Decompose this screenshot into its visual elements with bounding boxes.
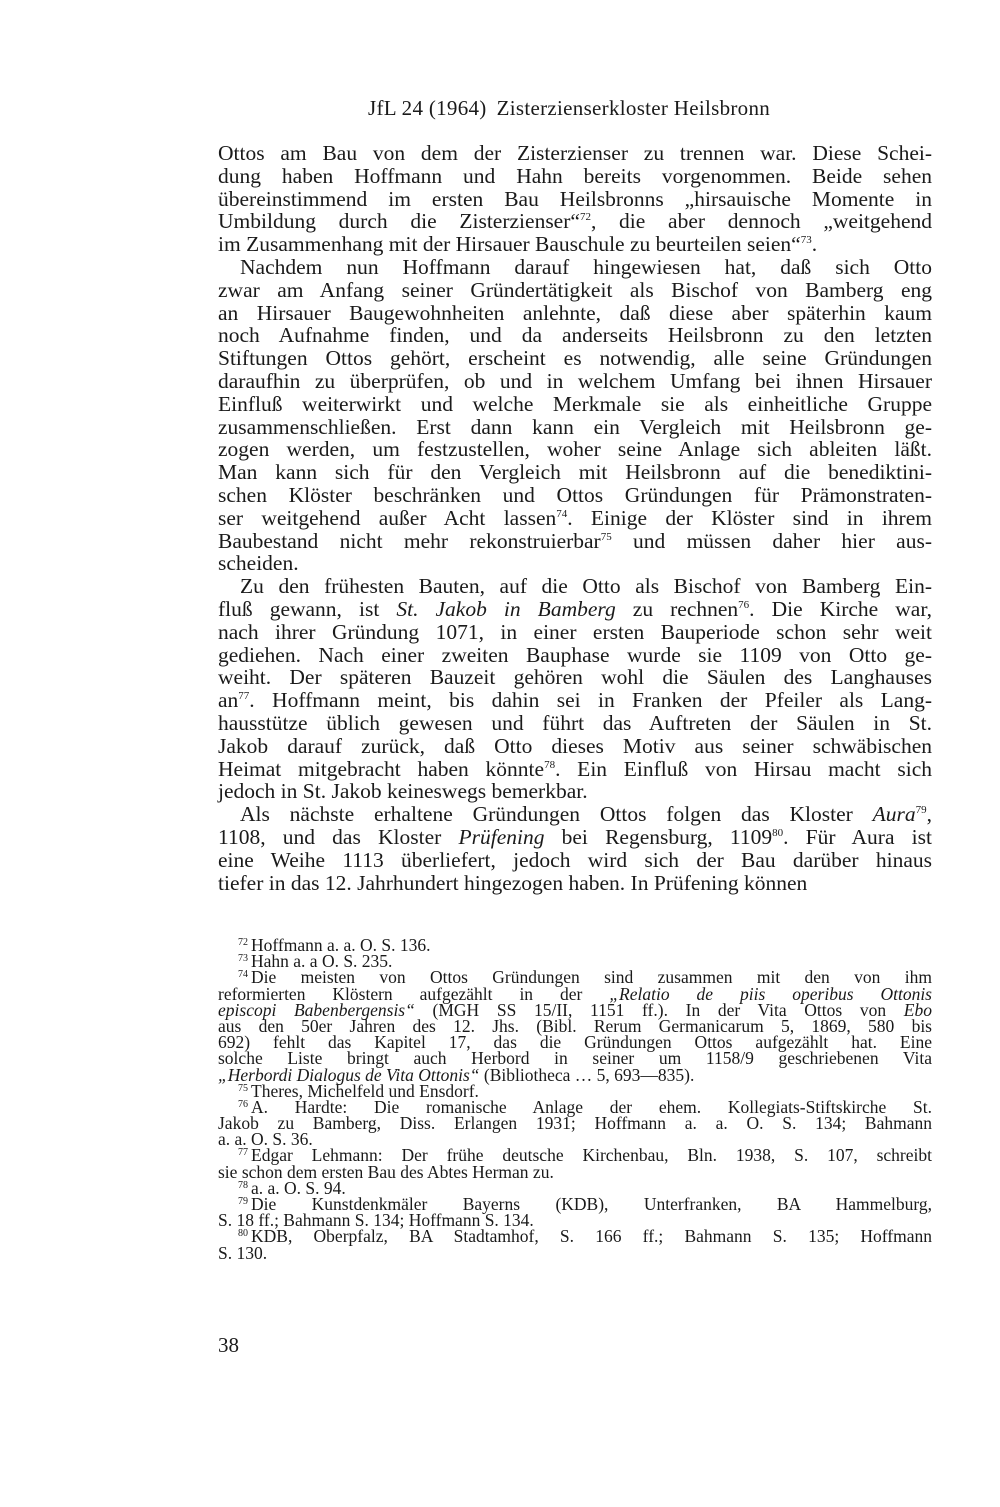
text-run: . Ein Einfluß von Hirsau macht sich: [555, 756, 932, 781]
text-run: übereinstimmend im ersten Bau Heilsbronns „hirsauische Momente in: [218, 186, 932, 211]
italic-text: episcopi Babenbergensis“: [218, 999, 415, 1020]
text-line: [218, 712, 932, 735]
text-run: zusammenschließen. Erst dann kann ein Vergleich mit Heilsbronn ge-: [218, 414, 932, 439]
footnote-number: 73: [238, 953, 248, 965]
text-run: eine Weihe 1113 überliefert, jedoch wird sich der Bau darüber hinaus: [218, 847, 932, 872]
text-line: [218, 849, 932, 872]
footnote-ref: 75: [600, 530, 612, 543]
journal-reference: JfL 24 (1964): [368, 96, 487, 120]
footnote-ref: 79: [915, 804, 927, 817]
text-line: [218, 552, 932, 575]
running-head: [368, 96, 788, 121]
paragraph: [218, 256, 932, 575]
text-run: (Bibliotheca … 5, 693—835).: [479, 1064, 695, 1085]
text-run: Theres, Michelfeld und Ensdorf.: [251, 1080, 479, 1101]
footnote-ref: 77: [238, 690, 250, 703]
text-line: [218, 484, 932, 507]
text-line: [218, 461, 932, 484]
footnote-ref: 80: [772, 826, 784, 839]
footnote: [218, 1145, 932, 1182]
footnote-number: 80: [238, 1228, 248, 1240]
text-run: Jakob zu Bamberg, Diss. Erlangen 1931; Hoffmann a. a. O. S. 134; Bahmann: [218, 1113, 932, 1134]
text-run: Jakob darauf zurück, daß Otto dieses Motiv aus seiner schwäbischen: [218, 733, 932, 758]
text-run: ser weitgehend außer Acht lassen: [218, 505, 557, 530]
main-text: [218, 142, 932, 894]
text-line: [218, 666, 932, 689]
text-run: weiht. Der späteren Bauzeit gehören wohl die Säulen des Langhauses: [218, 665, 932, 690]
footnote: [218, 1194, 932, 1231]
text-run: gediehen. Nach einer zweiten Bauphase wurde sie 1109 von Otto ge-: [218, 642, 932, 667]
text-run: KDB, Oberpfalz, BA Stadtamhof, S. 166 ff.; Bahmann S. 135; Hoffmann: [251, 1226, 932, 1247]
page-number: 38: [218, 1333, 239, 1357]
footnote-ref: 76: [738, 598, 750, 611]
text-run: an Hirsauer Baugewohnheiten anlehnte, daß diese aber späterhin kaum: [218, 300, 932, 325]
paragraph: [218, 575, 932, 803]
footnote-ref: 72: [579, 211, 591, 224]
footnote-line: [218, 1242, 932, 1263]
text-run: Baubestand nicht mehr rekonstruierbar: [218, 528, 601, 553]
footnote-number: 74: [238, 969, 248, 981]
text-run: Umbildung durch die Zisterzienser“: [218, 209, 580, 234]
italic-text: „Herbordi Dialogus de Vita Ottonis“: [218, 1064, 480, 1085]
footnote: [218, 1226, 932, 1263]
text-run: Einfluß weiterwirkt und welche Merkmale sie als einheitliche Gruppe: [218, 391, 932, 416]
italic-text: Aura: [872, 802, 916, 827]
italic-text: „Relatio de piis operibus Ottonis: [609, 983, 932, 1004]
text-line: [218, 872, 932, 895]
text-line: [218, 689, 932, 712]
text-line: [218, 188, 932, 211]
text-line: [218, 780, 932, 803]
text-run: im Zusammenhang mit der Hirsauer Bauschule zu beurteilen seien“: [218, 232, 801, 257]
text-run: S. 18 ff.; Bahmann S. 134; Hoffmann S. 134.: [218, 1210, 534, 1231]
footnote-number: 79: [238, 1196, 248, 1207]
text-line: [218, 507, 932, 530]
text-line: [218, 165, 932, 188]
paragraph: [218, 803, 932, 894]
text-line: [218, 644, 932, 667]
footnote-ref: 73: [800, 234, 812, 247]
text-line: [218, 256, 932, 279]
text-run: Die Kunstdenkmäler Bayerns (KDB), Unterfranken, BA Hammelburg,: [251, 1194, 932, 1214]
text-run: Stiftungen Ottos gehört, erscheint es notwendig, alle seine Gründungen: [218, 346, 932, 371]
text-line: [218, 142, 932, 165]
text-run: zogen werden, um festzustellen, woher seine Anlage sich ableiten läßt.: [218, 437, 932, 462]
footnote-ref: 78: [544, 758, 556, 771]
text-run: Nachdem nun Hoffmann darauf hingewiesen hat, daß sich Otto: [240, 254, 932, 279]
text-run: Zu den frühesten Bauten, auf die Otto als Bischof von Bamberg Ein-: [240, 574, 932, 599]
text-run: zwar am Anfang seiner Gründertätigkeit als Bischof von Bamberg eng: [218, 277, 932, 302]
text-run: A. Hardte: Die romanische Anlage der ehem. Kollegiats-Stiftskirche St.: [251, 1096, 932, 1117]
text-run: aus den 50er Jahren des 12. Jhs. (Bibl. Rerum Germanicarum 5, 1869, 580 bis: [218, 1015, 932, 1036]
text-line: [218, 803, 932, 826]
footnote-line: [218, 1113, 932, 1134]
footnote-ref: 74: [556, 507, 568, 520]
italic-text: St. Jakob in Bamberg: [396, 596, 616, 621]
text-line: [218, 530, 932, 553]
text-run: Ottos am Bau von dem der Zisterzienser zu trennen war. Diese Schei-: [218, 141, 932, 165]
text-line: [218, 279, 932, 302]
text-line: [218, 370, 932, 393]
text-line: [218, 826, 932, 849]
footnote-number: 75: [238, 1082, 248, 1094]
text-line: [218, 598, 932, 621]
text-run: bei Regensburg, 1109: [544, 824, 773, 849]
footnote-line: [218, 1226, 932, 1247]
text-run: . Die Kirche war,: [749, 596, 932, 621]
text-run: . Hoffmann meint, bis dahin sei in Franken der Pfeiler als Lang-: [249, 688, 932, 713]
text-run: zu rechnen: [615, 596, 739, 621]
text-run: Man kann sich für den Vergleich mit Heilsbronn auf die benediktini-: [218, 460, 932, 485]
text-run: (MGH SS 15/II, 1151 ff.). In der Vita Ottos von: [414, 999, 904, 1020]
text-line: [218, 621, 932, 644]
footnote-number: 76: [238, 1098, 248, 1110]
text-run: Die meisten von Ottos Gründungen sind zusammen mit den von ihm: [251, 967, 932, 988]
text-run: . Einige der Klöster sind in ihrem: [567, 505, 932, 530]
text-run: Als nächste erhaltene Gründungen Ottos folgen das Kloster: [240, 802, 873, 827]
footnote-number: 78: [238, 1179, 248, 1191]
text-run: reformierten Klöstern aufgezählt in der: [218, 983, 610, 1004]
text-run: Hoffmann a. a. O. S. 136.: [251, 935, 431, 955]
text-run: tiefer in das 12. Jahrhundert hingezogen haben. In Prüfening können: [218, 870, 808, 895]
italic-text: Prüfening: [458, 824, 545, 849]
text-run: Edgar Lehmann: Der frühe deutsche Kirchenbau, Bln. 1938, S. 107, schreibt: [251, 1145, 932, 1166]
text-run: sie schon dem ersten Bau des Abtes Herman zu.: [218, 1161, 554, 1182]
text-run: ,: [926, 802, 932, 827]
text-run: a. a. O. S. 36.: [218, 1129, 313, 1150]
text-run: solche Liste bringt auch Herbord in seiner um 1158/9 geschriebenen Vita: [218, 1048, 932, 1069]
text-run: scheiden.: [218, 551, 299, 576]
text-line: [218, 324, 932, 347]
text-line: [218, 347, 932, 370]
text-run: Heimat mitgebracht haben könnte: [218, 756, 545, 781]
paragraph: [218, 142, 932, 256]
text-line: [218, 758, 932, 781]
text-run: und müssen daher hier aus-: [611, 528, 932, 553]
text-line: [218, 735, 932, 758]
text-run: noch Aufnahme finden, und da anderseits Heilsbronn zu den letzten: [218, 323, 932, 348]
footnote-number: 72: [238, 937, 248, 948]
running-title: Zisterzienserkloster Heilsbronn: [496, 96, 771, 120]
text-run: . Für Aura ist: [783, 824, 932, 849]
footnote-number: 77: [238, 1147, 248, 1159]
text-run: , die aber dennoch „weitgehend: [590, 209, 932, 234]
footnotes: [218, 937, 932, 1261]
footnote: [218, 967, 932, 1085]
text-line: [218, 416, 932, 439]
text-run: 692) fehlt das Kapitel 17, das die Gründungen Ottos aufgezählt hat. Eine: [218, 1032, 932, 1053]
text-line: [218, 438, 932, 461]
text-line: [218, 210, 932, 233]
italic-text: Ebo: [903, 999, 932, 1020]
text-run: daraufhin zu überprüfen, ob und in welchem Umfang bei ihnen Hirsauer: [218, 368, 932, 393]
text-line: [218, 302, 932, 325]
text-run: 1108, und das Kloster: [218, 824, 459, 849]
text-run: dung haben Hoffmann und Hahn bereits vorgenommen. Beide sehen: [218, 163, 932, 188]
footnote: [218, 1096, 932, 1150]
text-run: jedoch in St. Jakob keineswegs bemerkbar.: [218, 779, 588, 804]
text-run: fluß gewann, ist: [218, 596, 397, 621]
text-line: [218, 575, 932, 598]
text-run: Hahn a. a O. S. 235.: [251, 951, 393, 972]
text-run: schen Klöster beschränken und Ottos Gründungen für Prämonstraten-: [218, 482, 932, 507]
text-run: .: [811, 232, 818, 257]
text-run: hausstütze üblich gewesen und führt das Auftreten der Säulen in St.: [218, 710, 932, 735]
text-run: nach ihrer Gründung 1071, in einer ersten Bauperiode schon sehr weit: [218, 619, 932, 644]
text-line: [218, 233, 932, 256]
text-line: [218, 393, 932, 416]
text-run: a. a. O. S. 94.: [251, 1177, 346, 1198]
text-run: an: [218, 688, 239, 713]
text-run: S. 130.: [218, 1242, 268, 1263]
